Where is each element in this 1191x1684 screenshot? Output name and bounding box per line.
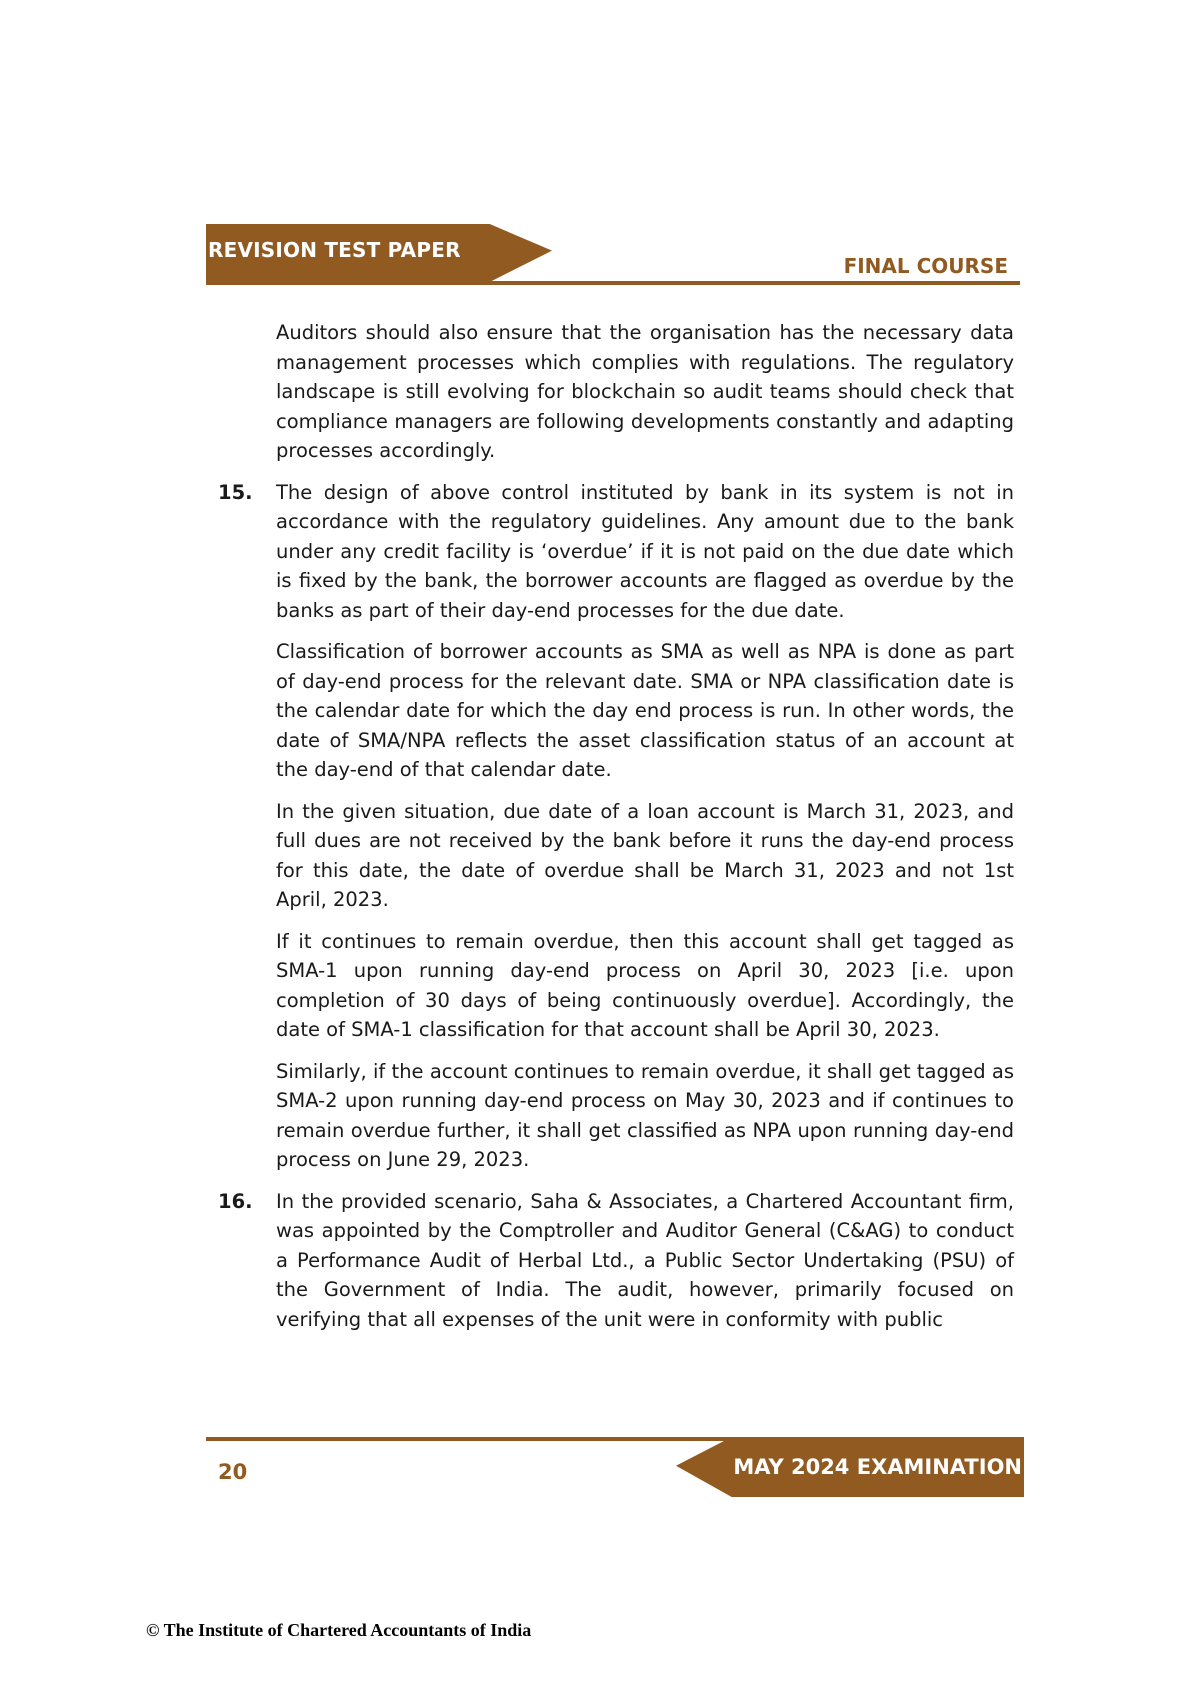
paragraph: Similarly, if the account continues to remain overdue, it shall get tagged as SMA-2 upon running day-end process on May 30, 2023 and if continues to remain overdue further, it shall get classified as NPA upon running day-end process on June 29, 2023. [276,1059,1014,1171]
paragraph: The design of above control instituted by bank in its system is not in accordance with the regulatory guidelines. Any amount due to the bank under any credit facility is ‘overdue’ if it is not paid on the due date which is fixed by the bank, the borrower accounts are flagged as overdue by the banks as part of their day-end processes for the due date. [276,480,1014,622]
header-right-title: FINAL COURSE [843,254,1008,278]
item-number: 15. [218,480,253,504]
paragraph: If it continues to remain overdue, then this account shall get tagged as SMA-1 upon running day-end process on April 30, 2023 [i.e. upon completion of 30 days of being continuously overdue]. Accordingly, the date of SMA-1 classification for that account shall be April 30, 2023. [276,929,1014,1041]
document-body [218,318,1014,1346]
header-left-title: REVISION TEST PAPER [208,238,461,262]
paragraph: In the given situation, due date of a loan account is March 31, 2023, and full dues are not received by the bank before it runs the day-end process for this date, the date of overdue shall be March 31, 2023 and not 1st April, 2023. [276,799,1014,911]
intro-paragraph: Auditors should also ensure that the organisation has the necessary data management processes which complies with regulations. The regulatory landscape is still evolving for blockchain so audit teams should check that compliance managers are following developments constantly and adapting processes accordingly. [276,321,1014,462]
answer-item-16 [218,1187,1014,1335]
item-number: 16. [218,1189,253,1213]
paragraph: Classification of borrower accounts as SMA as well as NPA is done as part of day-end process for the relevant date. SMA or NPA classification date is the calendar date for which the day end process is run. In other words, the date of SMA/NPA reflects the asset classification status of an account at the day-end of that calendar date. [276,640,1014,781]
copyright-notice: © The Institute of Chartered Accountants of India [146,1620,532,1640]
answer-item-15 [218,478,1014,1175]
footer-divider [206,1437,752,1441]
page-number: 20 [218,1460,248,1484]
paragraph: In the provided scenario, Saha & Associates, a Chartered Accountant firm, was appointed by the Comptroller and Auditor General (C&AG) to conduct a Performance Audit of Herbal Ltd., a Public Sector Undertaking (PSU) of the Government of India. The audit, however, primarily focused on verifying that all expenses of the unit were in conformity with public [276,1189,1014,1331]
header-divider [206,281,1020,285]
footer-exam-label: MAY 2024 EXAMINATION [733,1455,1022,1479]
